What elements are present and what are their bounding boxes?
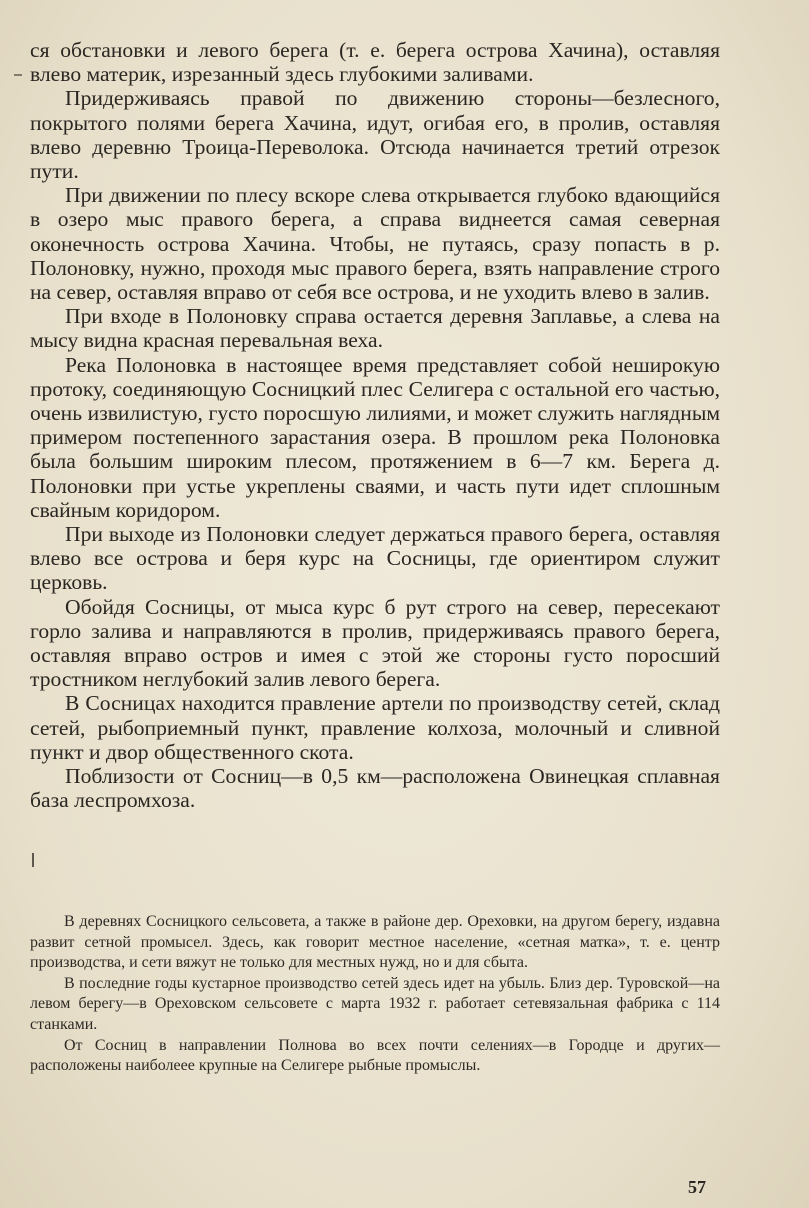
paragraph: Обойдя Сосницы, от мыса курс б рут строго на север, пересекают горло залива и направляются в пролив, придерживаясь правого берега, оставляя вправо остров и имея с этой же стороны густо поросший тростником неглубокий залив левого берега.	[30, 594, 720, 692]
note-paragraph: В последние годы кустарное производство сетей здесь идет на убыль. Близ дер. Туровской—на левом берегу—в Ореховском сельсовете с марта 1932 г. работает сетевязальная фабрика с 114 станками.	[30, 974, 720, 1033]
paragraph: ся обстановки и левого берега (т. е. берега острова Хачина), оставляя влево материк, изрезанный здесь глубокими заливами.	[30, 38, 720, 87]
margin-mark	[32, 853, 34, 867]
paragraph: Придерживаясь правой по движению стороны—безлесного, покрытого полями берега Хачина, идут, огибая его, в пролив, оставляя влево деревню Троица-Переволока. Отсюда начинается третий отрезок пути.	[30, 86, 720, 184]
paragraph: При выходе из Полоновки следует держаться правого берега, оставляя влево все острова и беря курс на Сосницы, где ориентиром служит церковь.	[30, 522, 720, 595]
paragraph: При движении по плесу вскоре слева открывается глубоко вдающийся в озеро мыс правого берега, а справа виднеется самая северная оконечность острова Хачина. Чтобы, не путаясь, сразу попасть в р. Полоновку, нужно, проходя мыс правого берега, взять направление строго на север, оставляя вправо от себя все острова, и не уходить влево в залив.	[30, 183, 720, 305]
paragraph: В Сосницах находится правление артели по производству сетей, склад сетей, рыбоприемный пункт, правление колхоза, молочный и сливной пункт и двор общественного скота.	[30, 691, 720, 764]
paragraph: При входе в Полоновку справа остается деревня Заплавье, а слева на мысу видна красная перевальная веха.	[30, 304, 720, 353]
note-paragraph: От Сосниц в направлении Полнова во всех почти селениях—в Городце и других—расположены наиболеее крупные на Селигере рыбные промыслы.	[30, 1036, 720, 1075]
small-print-notes	[30, 912, 720, 1077]
page-number: 57	[688, 1177, 706, 1197]
margin-mark	[14, 74, 22, 76]
paragraph: Река Полоновка в настоящее время представляет собой неширокую протоку, соединяющую Сосницкий плес Селигера с остальной его частью, очень извилистую, густо поросшую лилиями, и может служить наглядным примером постепенного зарастания озера. В прошлом река Полоновка была большим широким плесом, протяжением в 6—7 км. Берега д. Полоновки при устье укреплены сваями, и часть пути идет сплошным свайным коридором.	[30, 352, 720, 522]
main-text	[30, 38, 720, 813]
paragraph: Поблизости от Сосниц—в 0,5 км—расположена Овинецкая сплавная база леспромхоза.	[30, 764, 720, 813]
note-paragraph: В деревнях Сосницкого сельсовета, а также в районе дер. Ореховки, на другом берегу, издавна развит сетной промысел. Здесь, как говорит местное население, «сетная матка», т. е. центр производства, и сети вяжут не только для местных нужд, но и для сбыта.	[30, 913, 720, 972]
